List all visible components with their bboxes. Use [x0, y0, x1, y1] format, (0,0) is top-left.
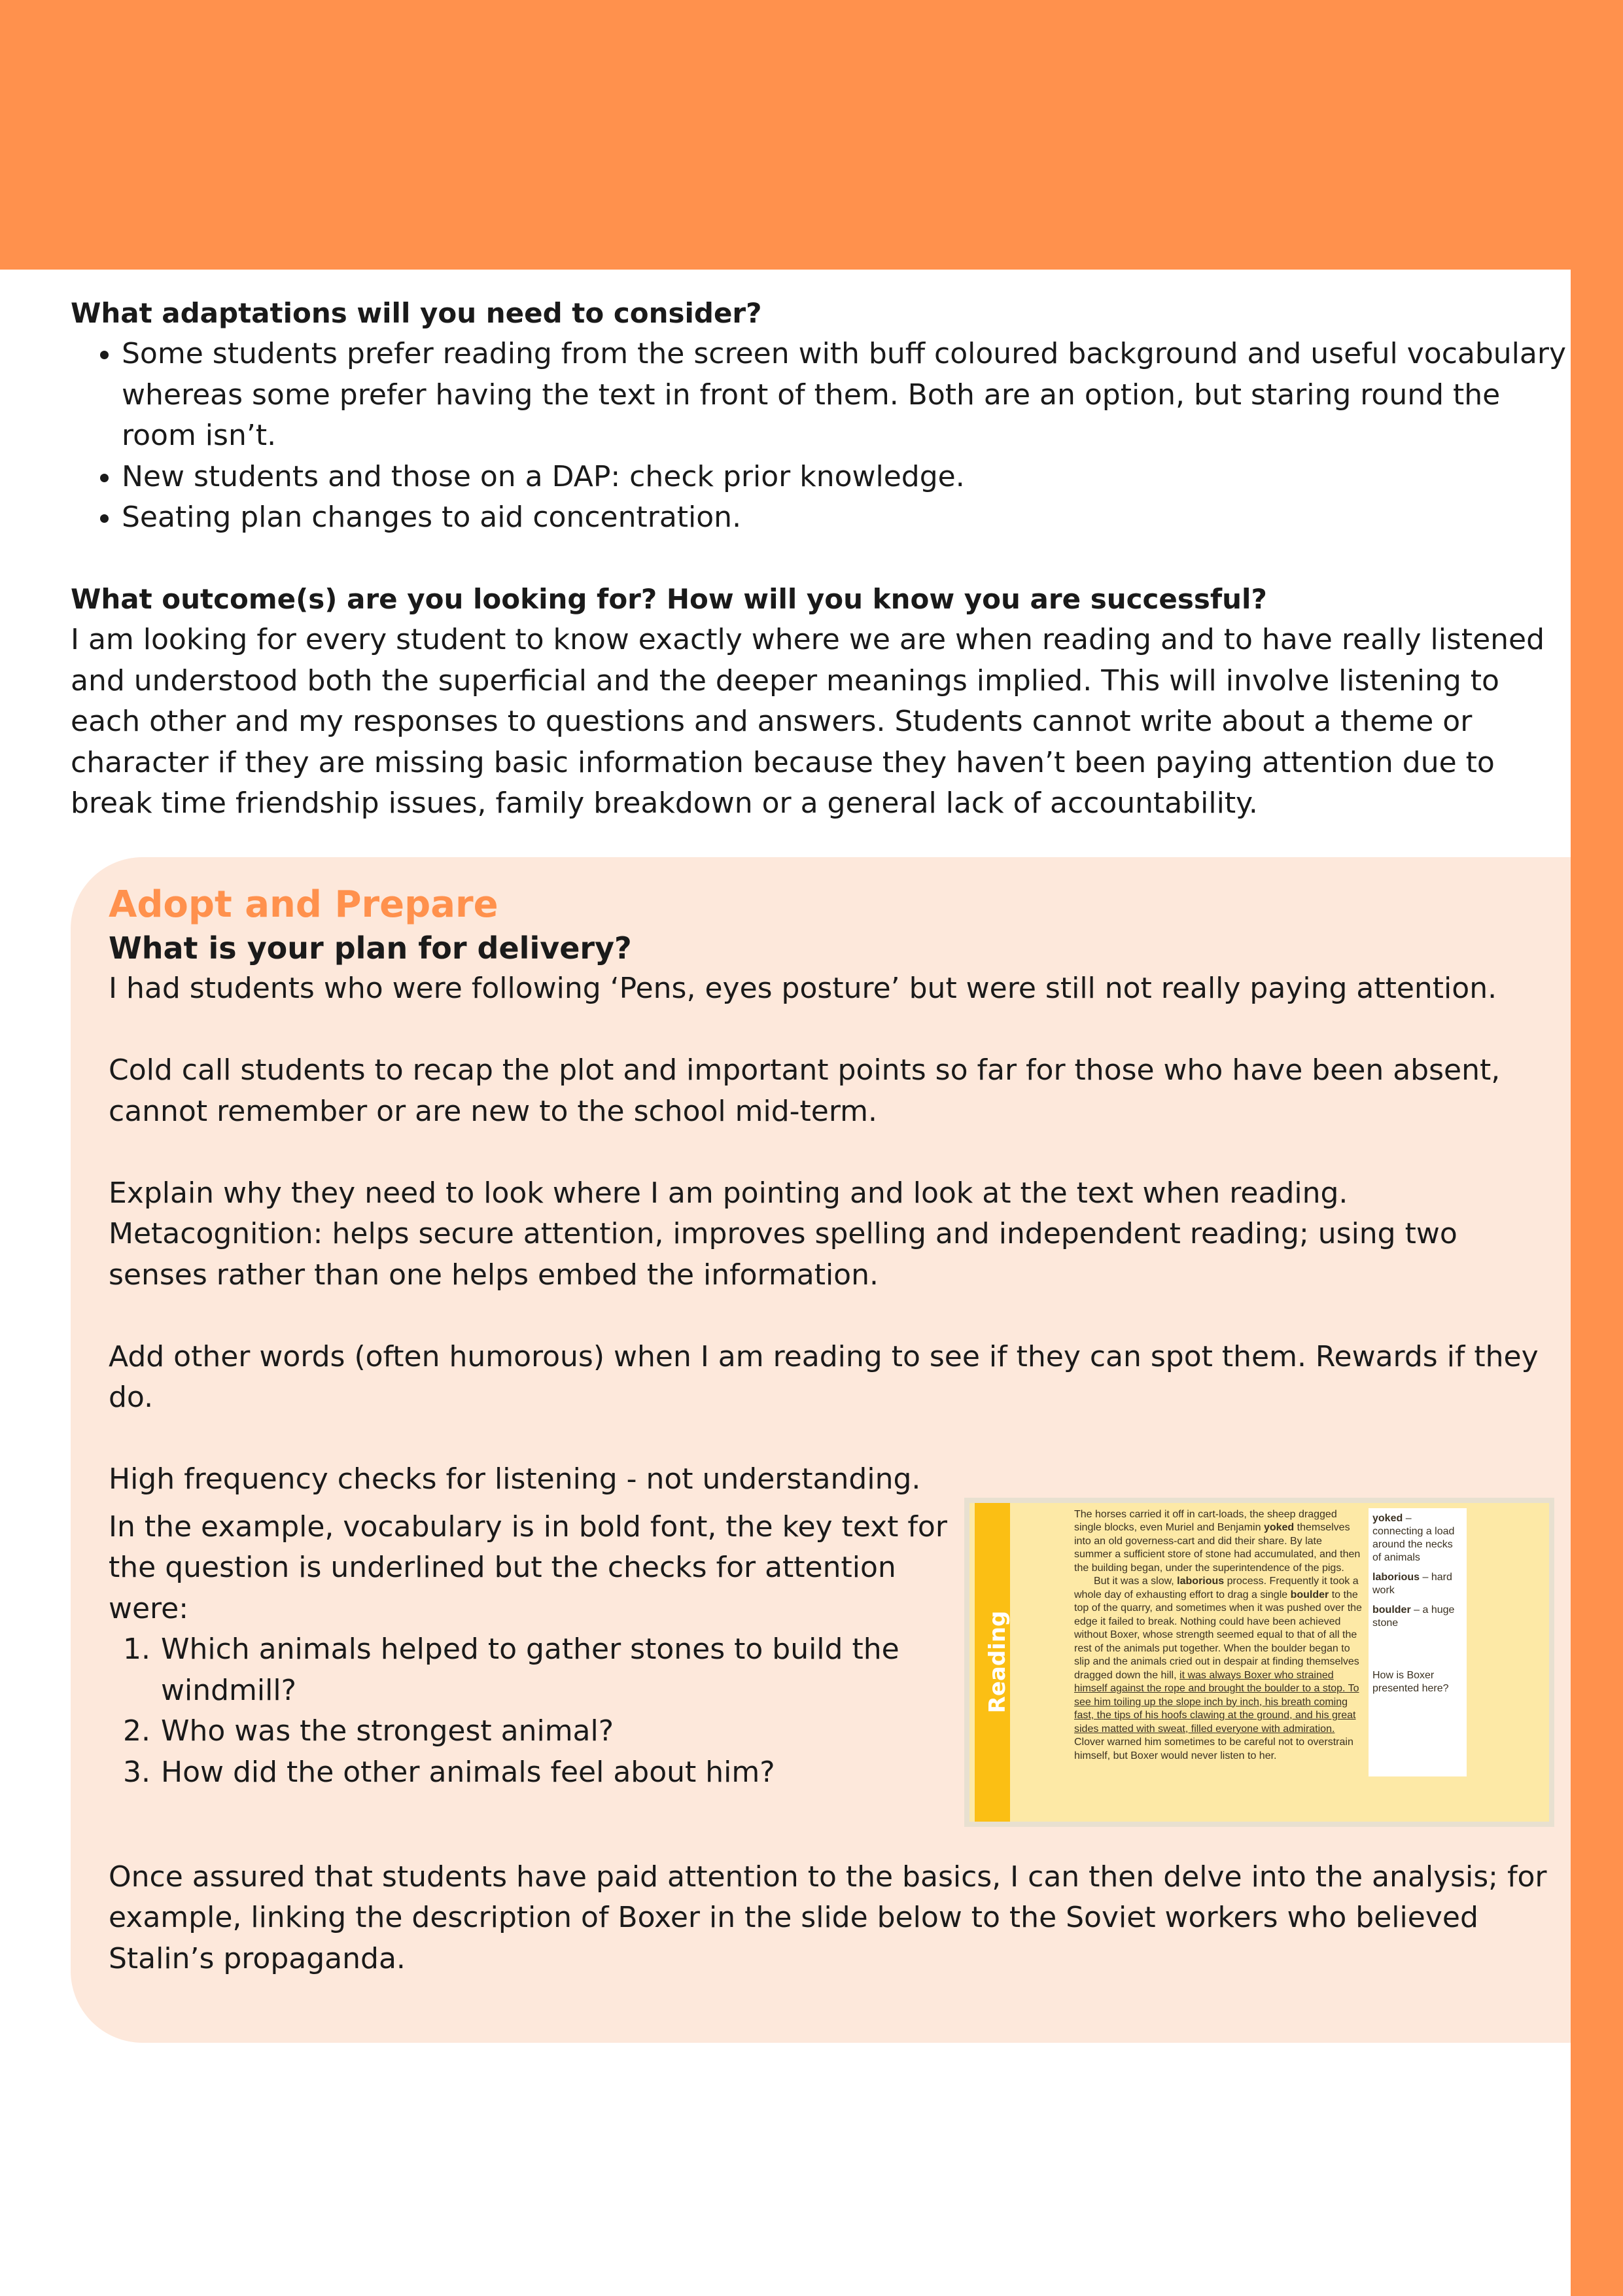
delivery-paragraph: Cold call students to recap the plot and important points so far for those who have been absent, cannot remember or are new to the school mid-term. — [109, 1053, 1501, 1128]
adaptations-section — [71, 293, 1569, 539]
outcomes-text: I am looking for every student to know exactly where we are when reading and to have really listened and understood both the superficial and the deeper meanings implied. This will involve listening to each other and my responses to questions and answers. Students cannot write about a theme or character if they are missing basic information because they haven’t been paying attention due to break time friendship issues, family breakdown or a general lack of accountability. — [71, 623, 1545, 820]
slide-vocab-word: yoked — [1372, 1512, 1403, 1524]
list-item: • Seating plan changes to aid concentration. — [122, 497, 1569, 539]
example-block — [109, 1507, 1561, 1850]
adaptations-list — [71, 334, 1569, 539]
slide-label: Reading — [985, 1610, 1011, 1713]
slide-vocab-word: boulder — [1372, 1604, 1411, 1616]
slide-text: to the top of the quarry, and sometimes when it was pushed over the edge it failed to break. Nothing could have been achieved without Boxer, whose strength seemed equal to that of all the rest of the animals put together. When the boulder began to slip and the animals cried out in despair at finding themselves dragged down the hill, — [1074, 1589, 1362, 1681]
adaptations-heading: What adaptations will you need to consider? — [71, 297, 762, 329]
delivery-paragraph: I had students who were following ‘Pens, eyes posture’ but were still not really paying attention. — [109, 972, 1497, 1005]
slide-vocab-word: yoked — [1263, 1522, 1295, 1533]
side-band — [1571, 0, 1623, 2296]
slide-vocab-word: laborious — [1372, 1571, 1420, 1583]
slide-vocab-def: – hard work — [1372, 1571, 1452, 1596]
slide-text: process. Frequently it took a whole day of exhausting effort to drag a single — [1074, 1576, 1359, 1600]
list-item: • New students and those on a DAP: check prior knowledge. — [122, 457, 1569, 498]
slide-side-strip — [975, 1503, 1010, 1822]
slide-vocab-box — [1369, 1508, 1467, 1776]
attention-questions — [109, 1629, 966, 1793]
delivery-paragraph: Add other words (often humorous) when I am reading to see if they can spot them. Rewards if they do. — [109, 1339, 1539, 1414]
slide-question: How is Boxer presented here? — [1372, 1669, 1449, 1694]
list-item: 1. Which animals helped to gather stones to build the windmill? — [160, 1629, 966, 1711]
slide-vocab-word: boulder — [1290, 1589, 1329, 1600]
list-item: 2. Who was the strongest animal? — [160, 1711, 966, 1752]
example-intro: In the example, vocabulary is in bold font, the key text for the question is underlined but the checks for attention were: — [109, 1510, 947, 1625]
adopt-prepare-panel — [71, 857, 1571, 2043]
list-item: 3. How did the other animals feel about him? — [160, 1752, 966, 1793]
slide-extract — [1074, 1508, 1362, 1763]
slide-key-text: it was always Boxer who strained himself against the rope and brought the boulder to a stop. To see him toiling up the slope inch by inch, his breath coming fast, the tips of his hoofs clawing at the ground, and his great sides matted with sweat, filled everyone with admiration. — [1074, 1669, 1359, 1735]
outcomes-heading: What outcome(s) are you looking for? How will you know you are successful? — [71, 583, 1267, 615]
slide-vocab-def: – connecting a load around the necks of animals — [1372, 1512, 1455, 1563]
outcomes-section — [71, 579, 1569, 824]
adopt-title: Adopt and Prepare — [109, 883, 498, 926]
slide-text: Clover warned him sometimes to be careful not to overstrain himself, but Boxer would never listen to her. — [1074, 1737, 1353, 1761]
header-band — [0, 0, 1623, 270]
slide-vocab-def: – a huge stone — [1372, 1604, 1455, 1629]
slide-text: themselves into an old governess-cart and did their share. By late summer a sufficient store of stone had accumulated, and then the building began, under the superintendence of the pigs. — [1074, 1522, 1361, 1574]
reading-slide-image — [964, 1498, 1554, 1827]
slide-vocab-word: laborious — [1177, 1576, 1225, 1587]
delivery-paragraph: Explain why they need to look where I am pointing and look at the text when reading. Metacognition: helps secure attention, improves spelling and independent reading; using two senses rather than one helps embed the information. — [109, 1176, 1457, 1292]
slide-text: But it was a slow, — [1094, 1576, 1174, 1587]
slide-text: The horses carried it off in cart-loads, the sheep dragged single blocks, even Muriel and Benjamin — [1074, 1508, 1337, 1533]
list-item: • Some students prefer reading from the screen with buff coloured background and useful vocabulary whereas some prefer having the text in front of them. Both are an option, but staring round the room isn’t. — [122, 334, 1569, 457]
delivery-heading: What is your plan for delivery? — [109, 930, 632, 966]
delivery-paragraph: High frequency checks for listening - not understanding. — [109, 1462, 921, 1496]
closing-paragraph: Once assured that students have paid attention to the basics, I can then delve into the analysis; for example, linking the description of Boxer in the slide below to the Soviet workers who believed Stalin’s propaganda. — [109, 1860, 1547, 1975]
